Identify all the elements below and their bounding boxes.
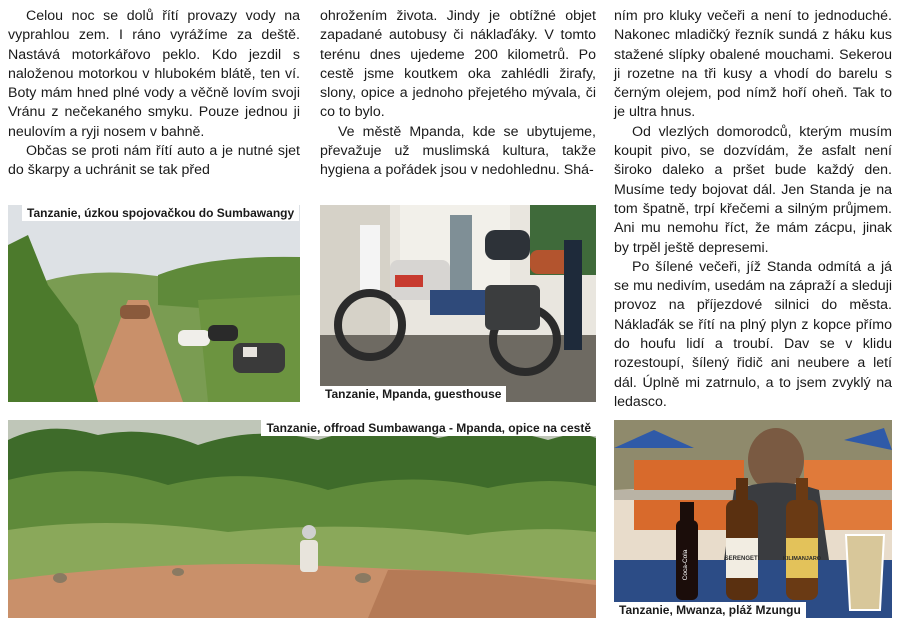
photo-caption: Tanzanie, Mpanda, guesthouse bbox=[320, 386, 506, 402]
beer-label-kilimanjaro: KILIMANJARO bbox=[782, 556, 822, 562]
photo-cows-road bbox=[8, 205, 300, 402]
article-paragraph: Od vlezlých domorodců, kterým musím koupit pivo, se dozvídám, že asfalt není široko daleko a pršet bude každý den. Musíme tedy bojovat dál. Jen Standa je na tom špatně, trpí křečemi a silným průjmem. Ani mu nemohu říct, že mám zácpu, jinak by trpěl ještě depresemi. bbox=[614, 123, 892, 256]
photo-motorbike bbox=[320, 205, 596, 402]
photo-offroad-monkeys bbox=[8, 420, 596, 618]
article-column-3 bbox=[614, 7, 892, 412]
article-paragraph: ohrožením života. Jindy je obtížné objet zapadané autobusy či náklaďáky. V tomto terénu dnes ujedeme 200 kilometrů. Po cestě jsme koutkem oka zahlédli žirafy, slony, opice a jednoho přejetého mývala, či co to bylo. bbox=[320, 8, 596, 121]
article-paragraph: Celou noc se dolů řítí provazy vody na vyprahlou zem. I ráno vyrážíme za deště. Nastává motorkářovo peklo. Kdo jezdil s naloženou motorkou v hlubokém blátě, ten ví. Boty mám hned plné vody a věčně lovím svoji Vránu z nečekaného smyku. Pouze jednou ji neulovím a ryji nosem v bahně. bbox=[8, 8, 300, 140]
article-paragraph: Po šílené večeři, jíž Standa odmítá a já se mu nedivím, usedám na zápraží a sleduji provoz na příjezdové silnici do města. Náklaďák se řítí na plný plyn z kopce přímo do houfu lidí a troubí. Dav se v klidu rozestoupí, šílený řidič ani neubere a letí dál. Úplně mi zatrnulo, a to jsem zvyklý na ledasco. bbox=[614, 258, 892, 410]
article-paragraph: ním pro kluky večeři a není to jednoduché. Nakonec mladičký řezník sundá z háku kus stažené slípky obalené mouchami. Sekerou ji rozetne na tři kusy a vhodí do barelu s černým olejem, pod nímž hoří oheň. Tak to je ultra hnus. bbox=[614, 8, 892, 121]
article-column-2 bbox=[320, 7, 596, 181]
photo-beach-bar bbox=[614, 420, 892, 618]
photo-caption: Tanzanie, úzkou spojovačkou do Sumbawangy bbox=[22, 205, 299, 221]
photo-caption: Tanzanie, Mwanza, pláž Mzungu bbox=[614, 602, 806, 618]
photo-caption: Tanzanie, offroad Sumbawanga - Mpanda, opice na cestě bbox=[261, 420, 596, 436]
article-paragraph: Občas se proti nám řítí auto a je nutné sjet do škarpy a uchránit se tak před bbox=[8, 143, 300, 179]
beer-label-serengeti: SERENGETI bbox=[724, 556, 760, 562]
article-column-1 bbox=[8, 7, 300, 181]
coke-label: Coca-Cola bbox=[682, 549, 689, 581]
article-paragraph: Ve městě Mpanda, kde se ubytujeme, převažuje už muslimská kultura, takže hygiena a pořádek jsou v nedohlednu. Shá- bbox=[320, 123, 596, 179]
